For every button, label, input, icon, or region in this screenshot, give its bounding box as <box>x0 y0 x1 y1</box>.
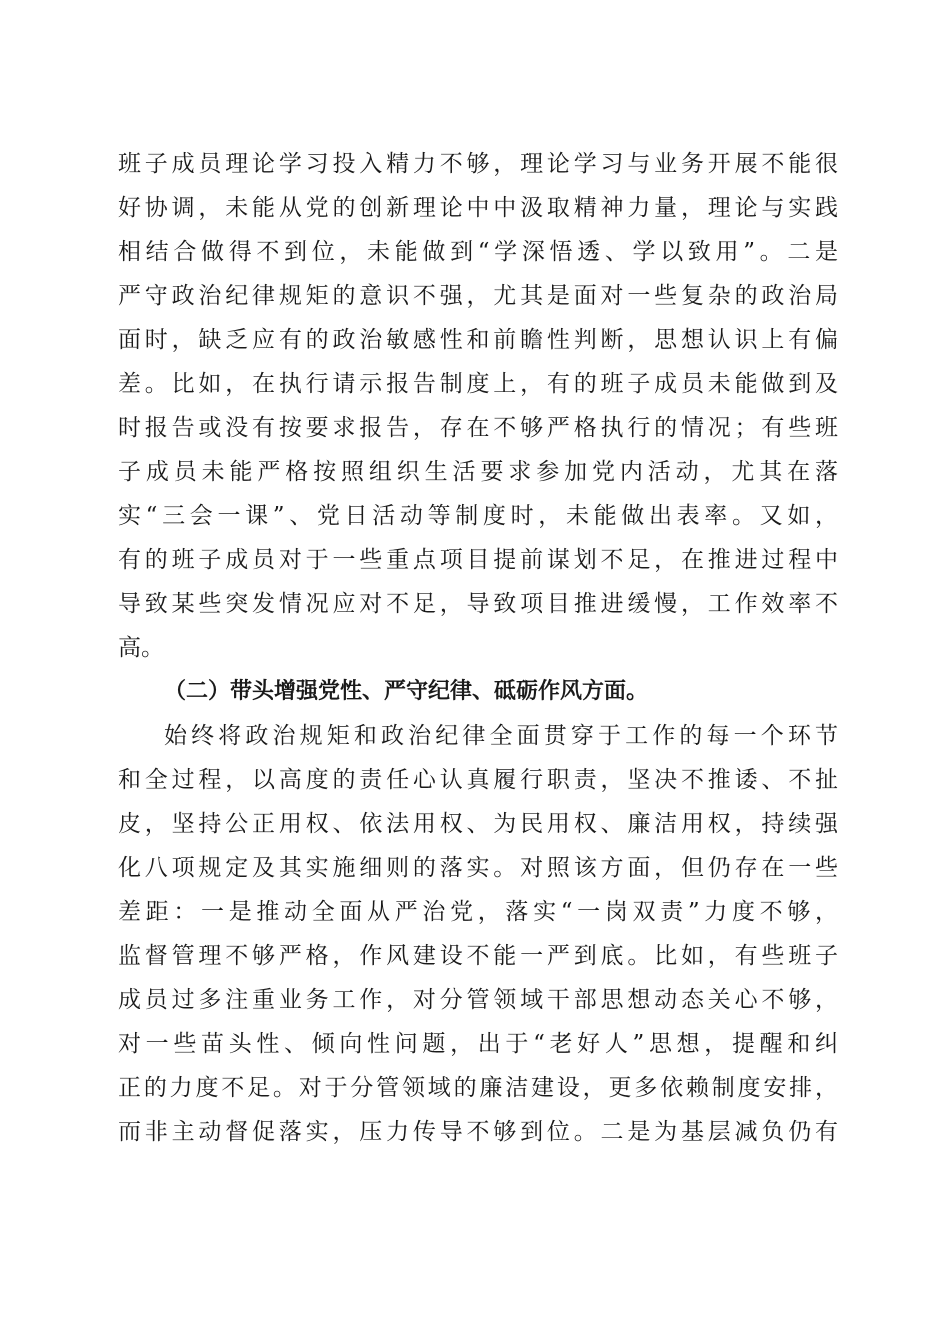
paragraph-2-line-7: 成员过多注重业务工作，对分管领域干部思想动态关心不够， <box>118 987 838 1013</box>
paragraph-2-line-8: 对一些苗头性、倾向性问题，出于“老好人”思想，提醒和纠 <box>118 1031 838 1057</box>
paragraph-1-line-11: 导致某些突发情况应对不足，导致项目推进缓慢，工作效率不 <box>118 591 838 617</box>
paragraph-1-line-4: 严守政治纪律规矩的意识不强，尤其是面对一些复杂的政治局 <box>118 283 838 309</box>
paragraph-1-line-10: 有的班子成员对于一些重点项目提前谋划不足，在推进过程中 <box>118 547 838 573</box>
paragraph-2-line-6: 监督管理不够严格，作风建设不能一严到底。比如，有些班子 <box>118 943 838 969</box>
paragraph-1-line-5: 面时，缺乏应有的政治敏感性和前瞻性判断，思想认识上有偏 <box>118 327 838 353</box>
paragraph-1-line-8: 子成员未能严格按照组织生活要求参加党内活动，尤其在落 <box>118 459 838 485</box>
paragraph-2-line-4: 化八项规定及其实施细则的落实。对照该方面，但仍存在一些 <box>118 855 838 881</box>
paragraph-1-line-9: 实“三会一课”、党日活动等制度时，未能做出表率。又如， <box>118 503 838 529</box>
paragraph-2-line-10: 而非主动督促落实，压力传导不够到位。二是为基层减负仍有 <box>118 1119 838 1145</box>
paragraph-2-line-3: 皮，坚持公正用权、依法用权、为民用权、廉洁用权，持续强 <box>118 811 838 837</box>
paragraph-1-line-6: 差。比如，在执行请示报告制度上，有的班子成员未能做到及 <box>118 371 838 397</box>
paragraph-2-line-9: 正的力度不足。对于分管领域的廉洁建设，更多依赖制度安排， <box>118 1075 838 1101</box>
paragraph-2-line-5: 差距：一是推动全面从严治党，落实“一岗双责”力度不够， <box>118 899 838 925</box>
paragraph-1-line-1: 班子成员理论学习投入精力不够，理论学习与业务开展不能很 <box>118 151 838 177</box>
paragraph-2-line-2: 和全过程，以高度的责任心认真履行职责，坚决不推诿、不扯 <box>118 767 838 793</box>
paragraph-1-line-2: 好协调，未能从党的创新理论中中汲取精神力量，理论与实践 <box>118 195 838 221</box>
paragraph-1-line-12: 高。 <box>118 635 164 661</box>
paragraph-2-line-1: 始终将政治规矩和政治纪律全面贯穿于工作的每一个环节 <box>164 723 838 749</box>
paragraph-1-line-3: 相结合做得不到位，未能做到“学深悟透、学以致用”。二是 <box>118 239 838 265</box>
section-heading: （二）带头增强党性、严守纪律、砥砺作风方面。 <box>164 679 649 704</box>
paragraph-1-line-7: 时报告或没有按要求报告，存在不够严格执行的情况；有些班 <box>118 415 838 441</box>
